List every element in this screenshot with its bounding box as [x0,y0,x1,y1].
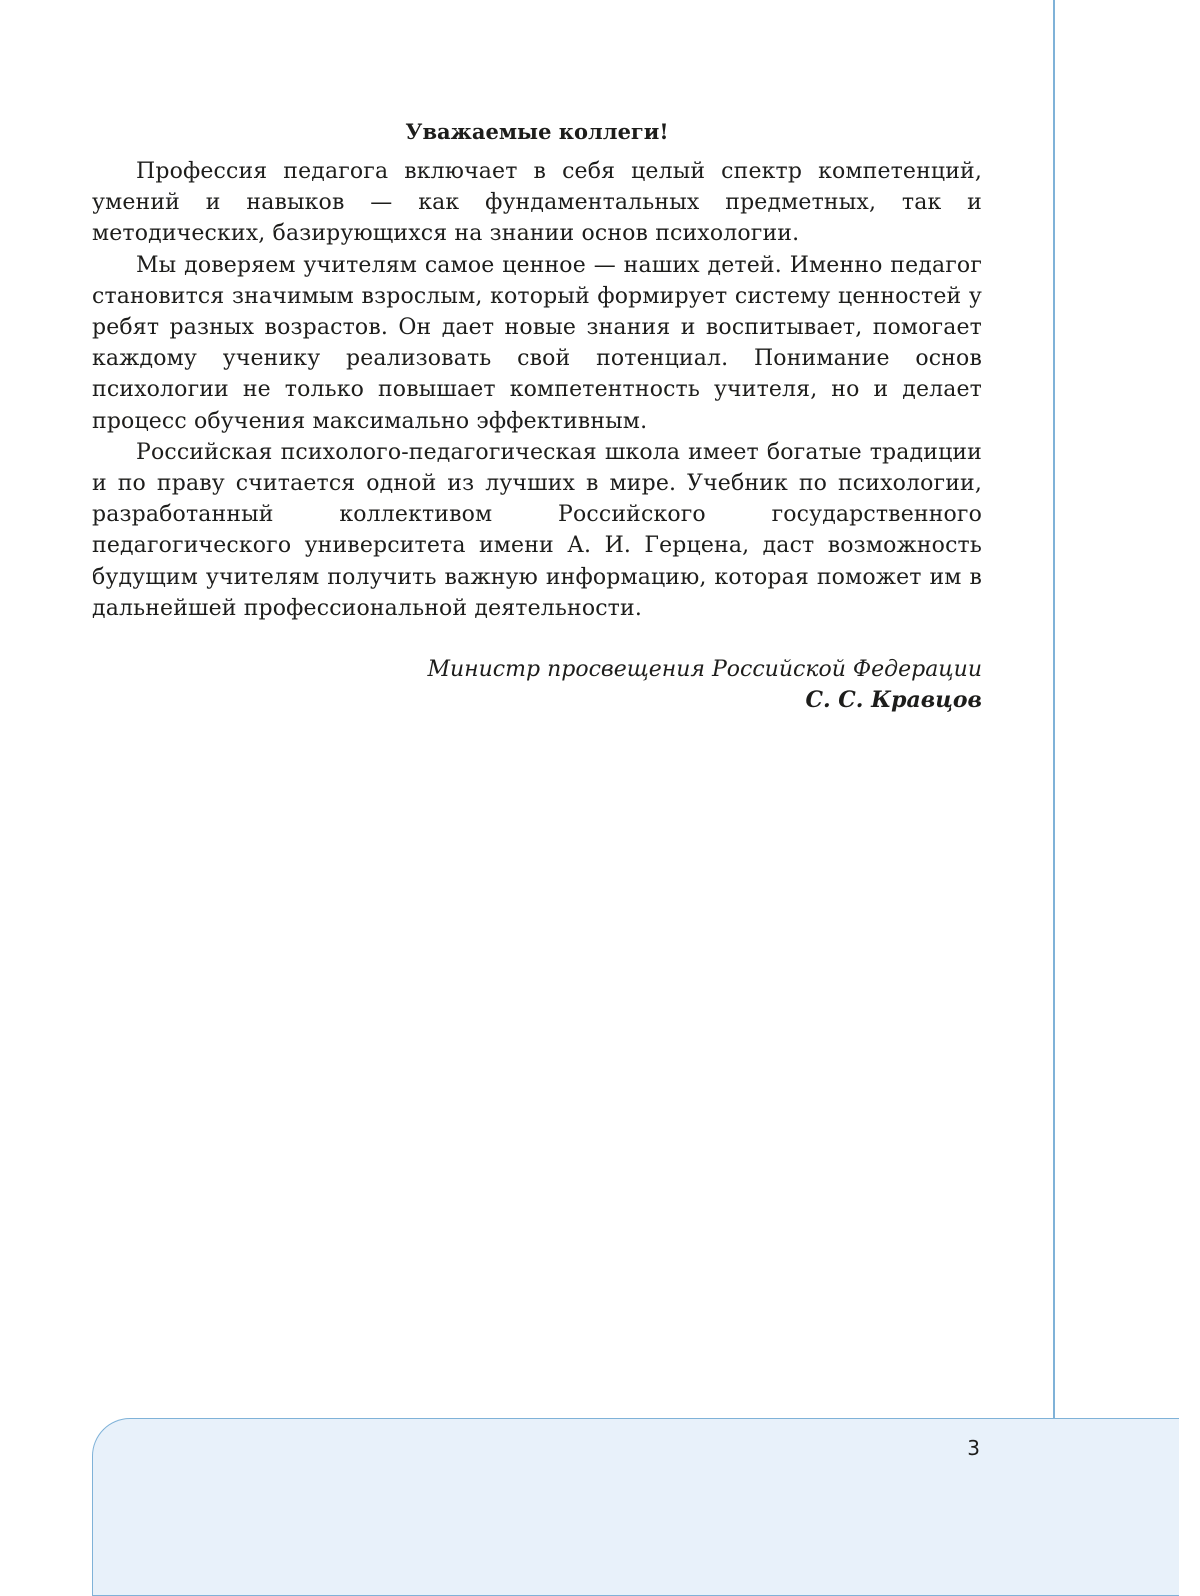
letter-paragraph-1: Профессия педагога включает в себя целый спектр компетенций, умений и навыков — как фундаментальных предметных, так и методических, базирующихся на знании основ психологии. [92,159,982,247]
letter-paragraph-2: Мы доверяем учителям самое ценное — наших детей. Именно педагог становится значимым взрослым, который формирует систему ценностей у ребят разных возрастов. Он дает новые знания и воспитывает, помогает каждому ученику реализовать свой потенциал. Понимание основ психологии не только повышает компетентность учителя, но и делает процесс обучения максимально эффективным. [92,252,982,434]
page-number: 3 [967,1436,980,1460]
margin-rule [1053,0,1055,1420]
signature-role: Министр просвещения Российской Федерации [427,657,982,683]
signature-name: С. С. Кравцов [805,687,982,714]
letter-paragraph-3: Российская психолого-педагогическая школа имеет богатые традиции и по праву считается одной из лучших в мире. Учебник по психологии, разработанный коллективом Российского государственного педагогического университета имени А. И. Герцена, даст возможность будущим учителям получить важную информацию, которая поможет им в дальнейшей профессиональной деятельности. [92,439,982,621]
letter-block [92,112,982,716]
footer-band [92,1418,1179,1596]
letter-heading: Уважаемые коллеги! [405,119,669,144]
signature-block [92,654,982,716]
